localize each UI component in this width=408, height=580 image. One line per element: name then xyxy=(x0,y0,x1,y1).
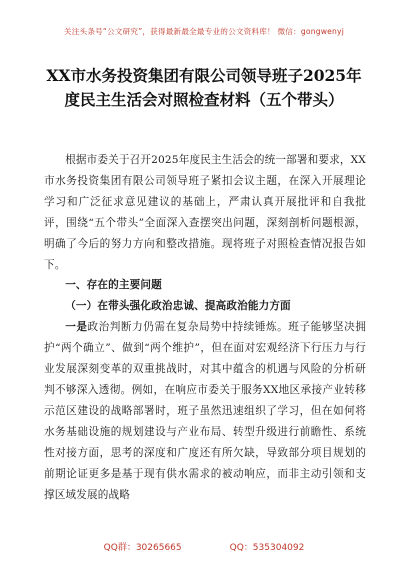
body-paragraph xyxy=(44,317,366,505)
footer-qq: QQ：535304092 xyxy=(229,543,305,553)
document-title: XX市水务投资集团有限公司领导班子2025年度民主生活会对照检查材料（五个带头） xyxy=(46,66,362,109)
section-heading: 一、存在的主要问题 xyxy=(65,279,162,292)
paragraph-text: 政治判断力仍需在复杂局势中持续锤炼。班子能够坚决拥护“两个确立”、做到“两个维护”，但在面对宏观经济下行压力与行业发展深刻变革的双重挑战时，对其中蕴含的机遇与风险的分析研判不够深入透彻。例如，在响应市委关于服务XX地区承接产业转移示范区建设的战略部署时，班子虽然迅速组织了学习，但在如何将水务基础设施的规划建设与产业布局、转型升级进行前瞻性、系统性对接方面，思考的深度和广度还有所欠缺，导致部分项目规划的前期论证更多是基于现有供水需求的被动响应，而非主动引领和支撑区域发展的战略 xyxy=(44,321,366,501)
header-note: 关注头条号“公文研究”，获得最新最全最专业的公文资料库！ 微信：gongwenyj xyxy=(63,27,345,36)
footer xyxy=(0,540,408,553)
footer-qq-group: QQ群：30265665 xyxy=(103,543,182,553)
subsection-heading: （一）在带头强化政治忠诚、提高政治能力方面 xyxy=(65,300,291,313)
paragraph-lead: 一是 xyxy=(65,321,88,334)
document-body xyxy=(44,150,366,505)
intro-paragraph: 根据市委关于召开2025年度民主生活会的统一部署和要求，XX市水务投资集团有限公司领导班子紧扣会议主题，在深入开展理论学习和广泛征求意见建议的基础上，严肃认真开展批评和自我批评，围绕“五个带头”全面深入查摆突出问题，深刻剖析问题根源，明确了今后的努力方向和整改措施。现将班子对照检查情况报告如下。 xyxy=(44,154,366,271)
